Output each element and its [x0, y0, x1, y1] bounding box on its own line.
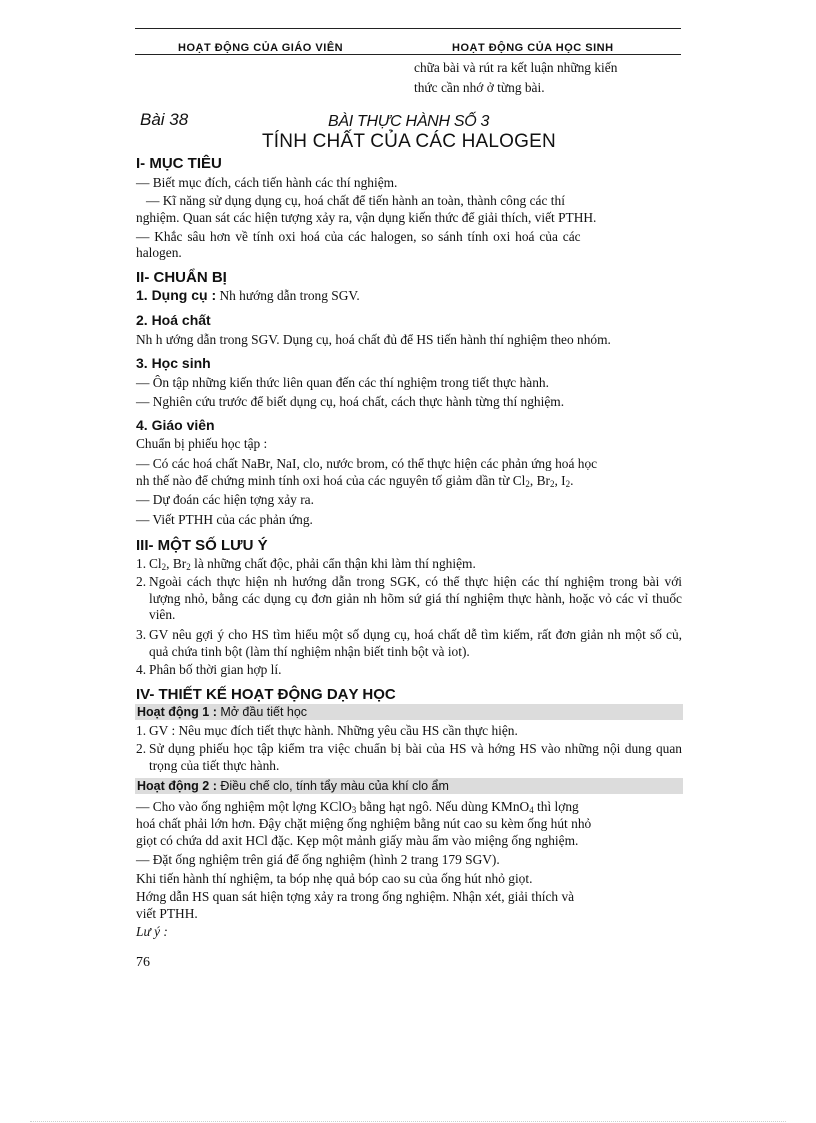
students-item-1: — Ôn tập những kiến thức liên quan đến các thí nghiệm trong tiết thực hành. — [136, 375, 549, 390]
activity-2-label: Hoạt động 2 : — [137, 779, 217, 793]
lesson-title: BÀI THỰC HÀNH SỐ 3 — [328, 113, 490, 130]
tools-text: Nh hướng dẫn trong SGV. — [216, 288, 360, 303]
scan-edge-line — [30, 1121, 786, 1122]
activity-1-item-1: 1. GV : Nêu mục đích tiết thực hành. Những yêu cầu HS cần thực hiện. — [136, 723, 518, 738]
activity-1-bar — [135, 704, 683, 720]
teacher-item-1-line1: — Có các hoá chất NaBr, NaI, clo, nước brom, có thể thực hiện các phản ứng hoá học — [136, 456, 598, 471]
objective-2-line1: — Kĩ năng sử dụng dụng cụ, hoá chất để tiến hành an toàn, thành công các thí — [146, 193, 565, 208]
teacher-item-1-line2: nh thế nào để chứng minh tính oxi hoá của các nguyên tố giảm dần từ $Cl_2$, $Br_2$, $I_2$. — [136, 473, 574, 489]
students-item-2: — Nghiên cứu trước để biết dụng cụ, hoá chất, cách thực hành từng thí nghiệm. — [136, 394, 565, 409]
objective-3-line1: — Khắc sâu hơn về tính oxi hoá của các halogen, so sánh tính oxi hoá của các — [136, 229, 581, 244]
section-notes-heading: III- MỘT SỐ LƯU Ý — [136, 537, 268, 554]
chemicals-text: Nh h ướng dẫn trong SGV. Dụng cụ, hoá chất đủ để HS tiến hành thí nghiệm theo nhóm. — [136, 332, 611, 347]
activity-2-bar — [135, 778, 683, 794]
activity-2-p4-line2: viết PTHH. — [136, 906, 198, 921]
note-item-1: 1. $Cl_2$, $Br_2$ là những chất độc, phải cẩn thận khi làm thí nghiệm. — [136, 556, 476, 572]
tools-line — [136, 287, 360, 304]
activity-2-p1-line1: — Cho vào ống nghiệm một lợng KClO$_3$ bằng hạt ngô. Nếu dùng KMnO$_4$ thì lợng — [136, 799, 579, 815]
activity-2-p1-line3: giọt có chứa dd axit HCl đặc. Kẹp một mảnh giấy màu ẩm vào miệng ống nghiệm. — [136, 833, 579, 848]
activity-2-p1-line2: hoá chất phải lớn hơn. Đậy chặt miệng ống nghiệm bằng nút cao su kèm ống hút nhỏ — [136, 816, 592, 831]
header-bottom-rule — [135, 54, 681, 55]
activity-2-p2: — Đặt ống nghiệm trên giá để ống nghiệm (hình 2 trang 179 SGV). — [136, 852, 500, 867]
header-teacher-column: HOẠT ĐỘNG CỦA GIÁO VIÊN — [178, 42, 344, 54]
section-activities-heading: IV- THIẾT KẾ HOẠT ĐỘNG DẠY HỌC — [136, 686, 396, 703]
activity-2-p4-line1: Hớng dẫn HS quan sát hiện tợng xảy ra trong ống nghiệm. Nhận xét, giải thích và — [136, 889, 575, 904]
note-item-3: 3. GV nêu gợi ý cho HS tìm hiểu một số dụng cụ, hoá chất dễ tìm kiếm, rất đơn giản nh một số củ, quả chứa tinh bột (làm thí nghiệm nhận biết tinh bột và iot). — [136, 627, 682, 659]
activity-1-title: Mở đầu tiết học — [216, 705, 308, 719]
tools-label: 1. Dụng cụ : — [136, 287, 217, 303]
students-heading: 3. Học sinh — [136, 355, 211, 371]
teacher-heading: 4. Giáo viên — [136, 417, 215, 433]
chemicals-heading: 2. Hoá chất — [136, 312, 211, 328]
activity-2-p3: Khi tiến hành thí nghiệm, ta bóp nhẹ quả bóp cao su của ống hút nhỏ giọt. — [136, 871, 533, 886]
note-item-4: 4. Phân bố thời gian hợp lí. — [136, 662, 282, 677]
objective-3-line2: halogen. — [136, 245, 182, 260]
objective-2-line2: nghiệm. Quan sát các hiện tượng xảy ra, vận dụng kiến thức để giải thích, viết PTHH. — [136, 210, 597, 225]
student-note-line2: thức cần nhớ ở từng bài. — [414, 80, 545, 95]
header-top-rule — [135, 28, 681, 29]
note-item-2: 2. Ngoài cách thực hiện nh hướng dẫn trong SGK, có thể thực hiện các thí nghiệm trong bài với lượng nhỏ, bằng các dụng cụ đơn giản nh hõm sứ giá thí nghiệm thực hành, hoặc vỏ các vỉ thuốc viên. — [136, 574, 682, 622]
activity-1-label: Hoạt động 1 : — [137, 705, 217, 719]
page-number: 76 — [136, 955, 150, 970]
activity-1-item-2: 2. Sử dụng phiếu học tập kiểm tra việc chuẩn bị bài của HS và hớng HS vào những nội dung quan trọng của tiết thực hành. — [136, 741, 682, 773]
activity-2-title: Điều chế clo, tính tẩy màu của khí clo ẩm — [216, 779, 449, 793]
header-student-column: HOẠT ĐỘNG CỦA HỌC SINH — [452, 42, 614, 54]
teacher-item-2: — Dự đoán các hiện tợng xảy ra. — [136, 492, 314, 507]
lesson-subtitle: TÍNH CHẤT CỦA CÁC HALOGEN — [262, 131, 556, 152]
activity-2-note-label: Lư ý : — [136, 924, 168, 939]
section-objectives-heading: I- MỤC TIÊU — [136, 155, 222, 172]
teacher-intro: Chuẩn bị phiếu học tập : — [136, 436, 268, 451]
section-preparation-heading: II- CHUẨN BỊ — [136, 269, 227, 286]
objective-1: — Biết mục đích, cách tiến hành các thí nghiệm. — [136, 175, 398, 190]
student-note-line1: chữa bài và rút ra kết luận những kiến — [414, 60, 618, 75]
teacher-item-3: — Viết PTHH của các phản ứng. — [136, 512, 313, 527]
lesson-number: Bài 38 — [140, 110, 189, 129]
